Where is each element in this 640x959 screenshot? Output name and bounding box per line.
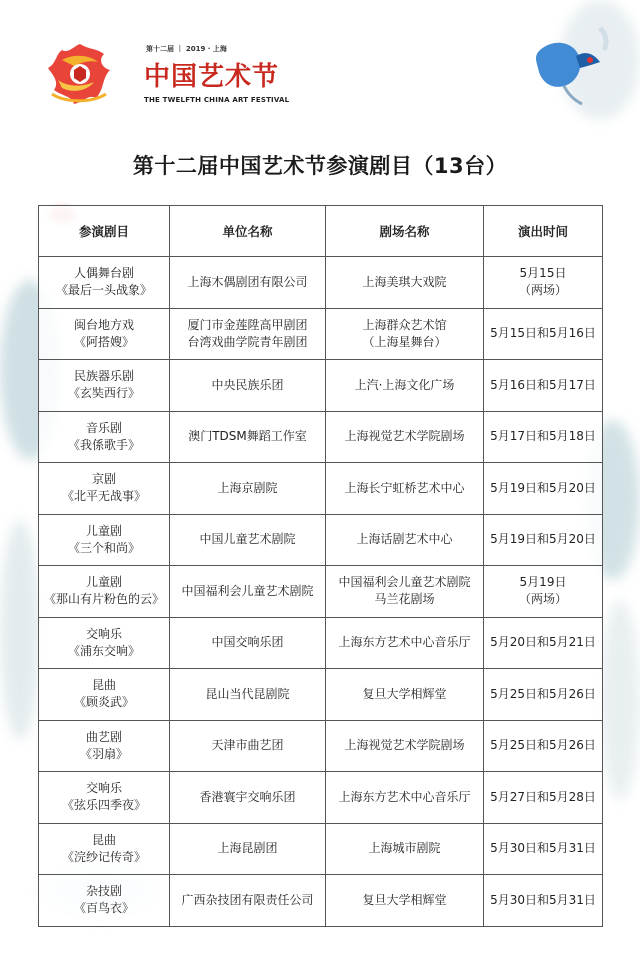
time-cell-line: 5月27日和5月28日 — [490, 789, 596, 804]
ink-splash-left-lower — [0, 520, 40, 740]
program-cell — [39, 669, 170, 721]
time-cell — [484, 411, 603, 463]
program-cell — [39, 360, 170, 412]
venue-cell-line: 上海东方艺术中心音乐厅 — [338, 635, 471, 650]
program-cell-line: 儿童剧 — [85, 575, 122, 590]
festival-emblem-icon — [44, 40, 116, 108]
time-cell — [484, 514, 603, 566]
venue-cell-line: 上海视觉艺术学院剧场 — [344, 738, 465, 753]
venue-cell — [326, 463, 484, 515]
unit-cell-line: 广西杂技团有限责任公司 — [181, 892, 314, 907]
program-cell-line: 《浦东交响》 — [67, 643, 140, 658]
unit-cell-line: 台湾戏曲学院青年剧团 — [187, 334, 308, 349]
time-cell — [484, 772, 603, 824]
program-cell-line: 《羽扇》 — [79, 746, 128, 761]
unit-cell — [170, 566, 326, 618]
venue-cell-line: 马兰花剧场 — [374, 592, 435, 607]
program-cell-line: 《北平无战事》 — [61, 489, 146, 504]
unit-cell — [170, 875, 326, 927]
program-cell — [39, 617, 170, 669]
header-unit: 单位名称 — [170, 206, 326, 257]
program-cell-line: 京剧 — [91, 472, 116, 487]
time-cell-line: 5月15日 — [519, 266, 567, 281]
venue-cell — [326, 875, 484, 927]
unit-cell — [170, 669, 326, 721]
table-row — [39, 772, 603, 824]
unit-cell-line: 中国儿童艺术剧院 — [199, 532, 296, 547]
venue-cell-line: 上海东方艺术中心音乐厅 — [338, 789, 471, 804]
unit-cell-line: 中央民族乐团 — [211, 377, 284, 392]
time-cell-line: 5月17日和5月18日 — [490, 429, 596, 444]
time-cell — [484, 669, 603, 721]
unit-cell-line: 昆山当代昆剧院 — [205, 686, 290, 701]
unit-cell — [170, 514, 326, 566]
venue-cell-line: 上海话剧艺术中心 — [356, 532, 453, 547]
unit-cell — [170, 823, 326, 875]
program-cell — [39, 411, 170, 463]
venue-cell — [326, 308, 484, 360]
table-row — [39, 514, 603, 566]
unit-cell-line: 天津市曲艺团 — [211, 738, 284, 753]
time-cell — [484, 720, 603, 772]
program-cell-line: 闽台地方戏 — [73, 317, 134, 332]
unit-cell — [170, 360, 326, 412]
program-cell-line: 《阿搭嫂》 — [73, 334, 134, 349]
time-cell — [484, 566, 603, 618]
unit-cell — [170, 411, 326, 463]
table-row — [39, 617, 603, 669]
time-cell — [484, 823, 603, 875]
table-row — [39, 875, 603, 927]
venue-cell-line: 上海美琪大戏院 — [362, 274, 447, 289]
venue-cell-line: 上海长宁虹桥艺术中心 — [344, 480, 465, 495]
program-cell-line: 《百鸟衣》 — [73, 901, 134, 916]
venue-cell — [326, 617, 484, 669]
program-cell-line: 《最后一头战象》 — [55, 283, 152, 298]
program-cell — [39, 308, 170, 360]
program-cell-line: 交响乐 — [85, 626, 122, 641]
unit-cell-line: 厦门市金莲陞高甲剧团 — [187, 317, 308, 332]
time-cell-line: （两场） — [518, 592, 567, 607]
time-cell-line: 5月15日和5月16日 — [490, 326, 596, 341]
time-cell-line: 5月30日和5月31日 — [490, 892, 596, 907]
unit-cell — [170, 257, 326, 309]
program-cell — [39, 463, 170, 515]
venue-cell-line: 上汽·上海文化广场 — [354, 377, 455, 392]
time-cell-line: 5月19日和5月20日 — [490, 480, 596, 495]
table-body — [39, 257, 603, 927]
program-cell — [39, 566, 170, 618]
venue-cell-line: 上海视觉艺术学院剧场 — [344, 429, 465, 444]
table-row — [39, 566, 603, 618]
time-cell-line: 5月20日和5月21日 — [490, 635, 596, 650]
table-row — [39, 823, 603, 875]
time-cell — [484, 463, 603, 515]
unit-cell — [170, 463, 326, 515]
program-cell-line: 《顾炎武》 — [73, 695, 134, 710]
program-table — [38, 205, 603, 927]
time-cell — [484, 875, 603, 927]
header-time: 演出时间 — [484, 206, 603, 257]
time-cell — [484, 308, 603, 360]
unit-cell-line: 中国福利会儿童艺术剧院 — [181, 583, 314, 598]
venue-cell — [326, 514, 484, 566]
table-header-row — [39, 206, 603, 257]
logo-english-text: THE TWELFTH CHINA ART FESTIVAL — [144, 96, 290, 104]
program-cell-line: 《那山有片粉色的云》 — [43, 592, 164, 607]
unit-cell — [170, 772, 326, 824]
unit-cell-line: 香港寰宇交响乐团 — [199, 789, 296, 804]
time-cell-line: 5月19日和5月20日 — [490, 532, 596, 547]
program-cell — [39, 514, 170, 566]
blue-ink-bird-icon — [520, 20, 616, 110]
venue-cell — [326, 669, 484, 721]
venue-cell-line: 上海群众艺术馆 — [362, 317, 447, 332]
edition-line: 第十二届 ｜ 2019 · 上海 — [146, 45, 227, 53]
program-cell-line: 音乐剧 — [85, 420, 122, 435]
venue-cell-line: （上海星舞台） — [362, 334, 447, 349]
program-cell-line: 曲艺剧 — [85, 729, 122, 744]
program-cell-line: 《玄奘西行》 — [67, 386, 140, 401]
time-cell — [484, 617, 603, 669]
unit-cell-line: 上海昆剧团 — [217, 841, 278, 856]
program-cell-line: 杂技剧 — [85, 884, 122, 899]
table-row — [39, 720, 603, 772]
program-cell-line: 儿童剧 — [85, 523, 122, 538]
program-cell-line: 昆曲 — [91, 832, 116, 847]
table-row — [39, 669, 603, 721]
unit-cell-line: 上海京剧院 — [217, 480, 278, 495]
venue-cell — [326, 772, 484, 824]
festival-logo — [40, 36, 290, 116]
program-cell-line: 《弦乐四季夜》 — [61, 798, 146, 813]
table-row — [39, 360, 603, 412]
program-cell — [39, 823, 170, 875]
program-cell — [39, 875, 170, 927]
header-program: 参演剧目 — [39, 206, 170, 257]
venue-cell — [326, 411, 484, 463]
program-cell-line: 交响乐 — [85, 781, 122, 796]
time-cell — [484, 257, 603, 309]
ink-splash-right-lower — [600, 600, 640, 800]
table-row — [39, 411, 603, 463]
unit-cell — [170, 308, 326, 360]
time-cell-line: 5月25日和5月26日 — [490, 738, 596, 753]
table-row — [39, 308, 603, 360]
venue-cell — [326, 360, 484, 412]
program-cell-line: 人偶舞台剧 — [73, 266, 134, 281]
table-row — [39, 257, 603, 309]
time-cell-line: 5月25日和5月26日 — [490, 686, 596, 701]
time-cell-line: 5月16日和5月17日 — [490, 377, 596, 392]
venue-cell — [326, 823, 484, 875]
unit-cell-line: 中国交响乐团 — [211, 635, 284, 650]
time-cell-line: 5月30日和5月31日 — [490, 841, 596, 856]
unit-cell-line: 上海木偶剧团有限公司 — [187, 274, 308, 289]
venue-cell — [326, 257, 484, 309]
venue-cell-line: 中国福利会儿童艺术剧院 — [338, 575, 471, 590]
unit-cell — [170, 617, 326, 669]
time-cell-line: 5月19日 — [519, 575, 567, 590]
program-cell-line: 《三个和尚》 — [67, 540, 140, 555]
program-cell — [39, 257, 170, 309]
logo-chinese-text: 中国艺术节 — [144, 62, 280, 92]
page-title: 第十二届中国艺术节参演剧目（13台） — [132, 154, 508, 178]
header-venue: 剧场名称 — [326, 206, 484, 257]
program-cell-line: 昆曲 — [91, 678, 116, 693]
unit-cell-line: 澳门TDSM舞蹈工作室 — [188, 429, 307, 444]
table-row — [39, 463, 603, 515]
time-cell — [484, 360, 603, 412]
program-cell-line: 《我係歌手》 — [67, 437, 140, 452]
venue-cell-line: 上海城市剧院 — [368, 841, 441, 856]
time-cell-line: （两场） — [518, 283, 567, 298]
program-cell — [39, 772, 170, 824]
venue-cell-line: 复旦大学相辉堂 — [362, 892, 447, 907]
venue-cell — [326, 566, 484, 618]
venue-cell — [326, 720, 484, 772]
venue-cell-line: 复旦大学相辉堂 — [362, 686, 447, 701]
program-cell — [39, 720, 170, 772]
unit-cell — [170, 720, 326, 772]
program-cell-line: 《浣纱记传奇》 — [61, 849, 146, 864]
program-cell-line: 民族器乐剧 — [73, 369, 134, 384]
